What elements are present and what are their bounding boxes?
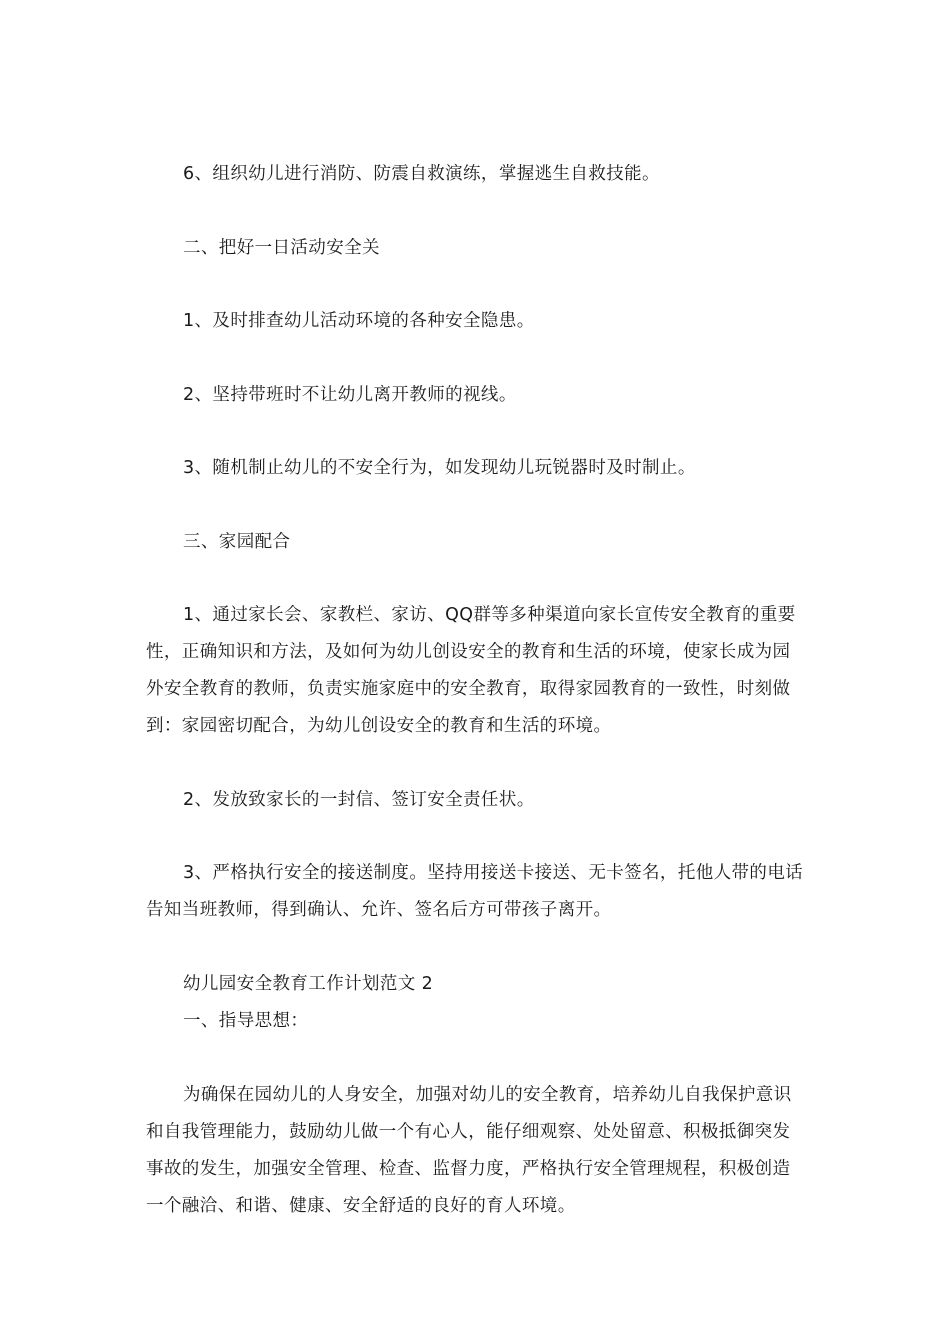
paragraph-item-6-drill: 6、组织幼儿进行消防、防震自救演练，掌握逃生自救技能。: [183, 164, 660, 184]
paragraph-guiding-ideology-body: 为确保在园幼儿的人身安全，加强对幼儿的安全教育，培养幼儿自我保护意识和自我管理能力，鼓励幼儿做一个有心人，能仔细观察、处处留意、积极抵御突发事故的发生，加强安全管理、检查、监督力度，严格执行安全管理规程，积极创造一个融洽、和谐、健康、安全舒适的良好的育人环境。: [146, 1085, 792, 1216]
paragraph-item-1-hazards: 1、及时排查幼儿活动环境的各种安全隐患。: [183, 311, 535, 331]
paragraph-item-1-parent-communication: 1、通过家长会、家教栏、家访、QQ群等多种渠道向家长宣传安全教育的重要性，正确知识和方法，及如何为幼儿创设安全的教育和生活的环境，使家长成为园外安全教育的教师，负责实施家庭中的安全教育，取得家园教育的一致性，时刻做到：家园密切配合，为幼儿创设安全的教育和生活的环境。: [146, 605, 796, 736]
paragraph-item-3-pickup: 3、严格执行安全的接送制度。坚持用接送卡接送、无卡签名，托他人带的电话告知当班教师，得到确认、允许、签名后方可带孩子离开。: [146, 863, 804, 920]
paragraph-item-2-supervision: 2、坚持带班时不让幼儿离开教师的视线。: [183, 385, 517, 405]
section-heading-daily-safety: 二、把好一日活动安全关: [183, 238, 380, 258]
paragraph-item-3-unsafe-behavior: 3、随机制止幼儿的不安全行为，如发现幼儿玩锐器时及时制止。: [183, 458, 696, 478]
paragraph-item-2-letter: 2、发放致家长的一封信、签订安全责任状。: [183, 790, 535, 810]
section-heading-guiding-ideology: 一、指导思想：: [183, 1011, 309, 1031]
section-heading-home-school: 三、家园配合: [183, 532, 291, 552]
document-subtitle: 幼儿园安全教育工作计划范文 2: [183, 974, 434, 994]
